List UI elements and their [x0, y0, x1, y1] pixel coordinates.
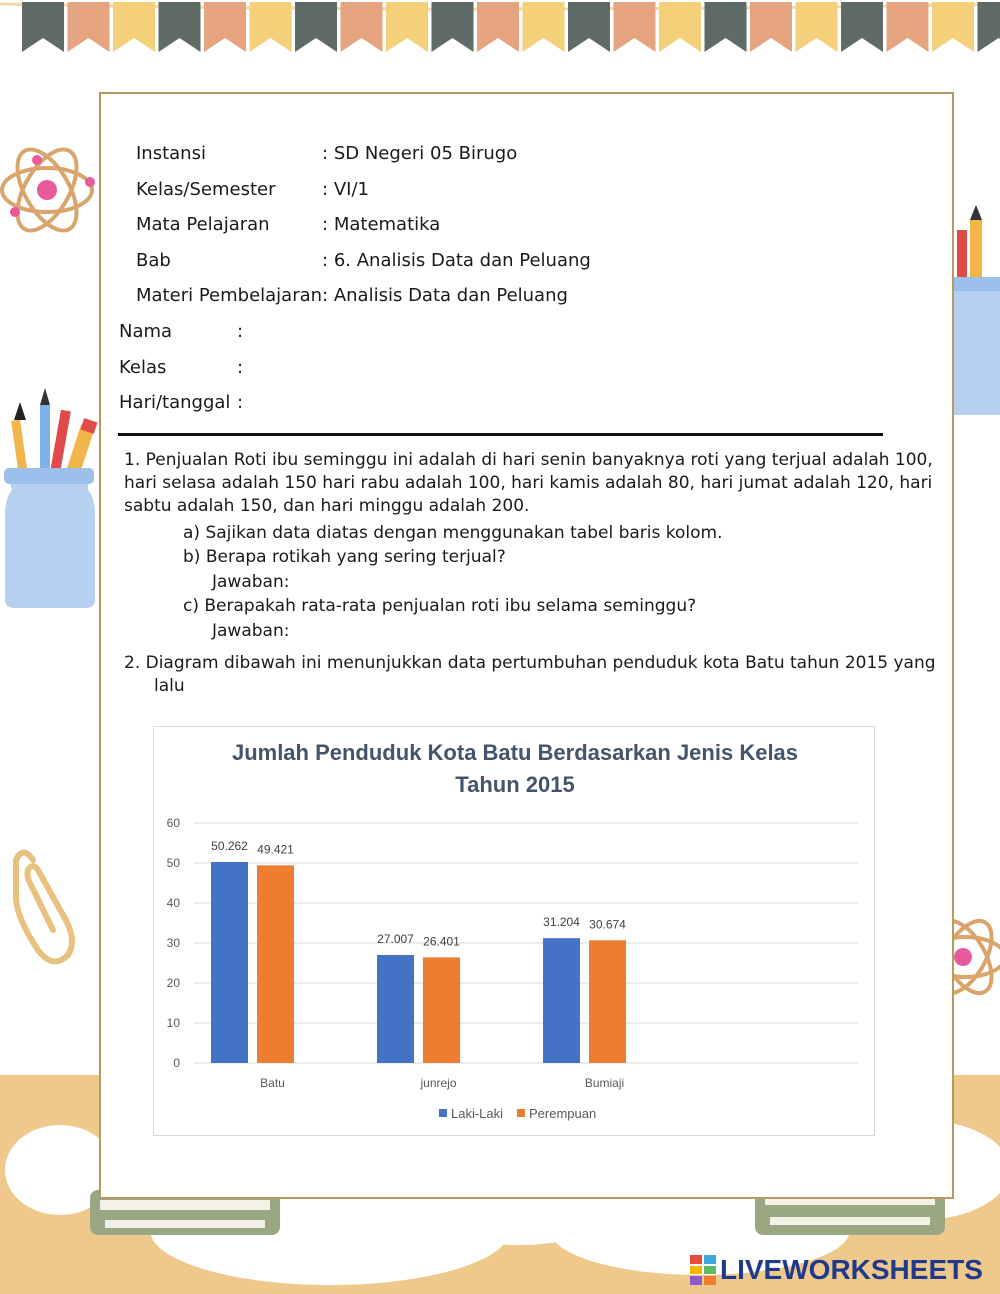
x-tick-label: Batu: [260, 1076, 285, 1090]
bunting-flag: [659, 2, 701, 52]
bunting-flag: [932, 2, 974, 52]
student-row-hari-tanggal: [119, 385, 243, 421]
divider-line: [118, 433, 883, 436]
info-label: Instansi: [136, 143, 206, 165]
y-tick-label: 30: [166, 936, 180, 950]
bunting-flag: [978, 2, 1000, 52]
info-label: Mata Pelajaran: [136, 214, 270, 236]
bunting-flag: [113, 2, 155, 52]
data-label: 27.007: [377, 931, 414, 946]
info-row-kelas-semester: [136, 172, 591, 208]
bunting-flag: [204, 2, 246, 52]
info-row-mata-pelajaran: [136, 207, 591, 243]
info-value: : Matematika: [322, 214, 441, 236]
info-value: : VI/1: [322, 178, 369, 200]
header-info-table: [136, 136, 591, 314]
info-value: : SD Negeri 05 Birugo: [322, 143, 518, 165]
data-label: 30.674: [589, 917, 626, 932]
pencil-jar-icon: [0, 380, 100, 610]
student-row-kelas: [119, 350, 243, 386]
chart-title-line2: Tahun 2015: [455, 772, 575, 797]
bunting-flag: [386, 2, 428, 52]
question-1b: b) Berapa rotikah yang sering terjual?: [183, 547, 506, 567]
bar-laki-laki: [211, 862, 248, 1063]
question-2-text: [124, 652, 944, 698]
info-value: : 6. Analisis Data dan Peluang: [322, 249, 591, 271]
liveworksheets-logo-text: LIVEWORKSHEETS: [720, 1254, 983, 1285]
student-field-hari-tanggal[interactable]: :: [237, 392, 244, 414]
student-label: Nama: [119, 321, 173, 343]
info-label: Materi Pembelajaran: [136, 285, 323, 307]
bunting-flag: [22, 2, 64, 52]
y-tick-label: 50: [166, 856, 180, 870]
question-1a: a) Sajikan data diatas dengan menggunakan tabel baris kolom.: [183, 523, 723, 543]
student-info-table: [119, 314, 243, 421]
population-bar-chart: [153, 726, 875, 1136]
question-1-text: 1. Penjualan Roti ibu seminggu ini adalah di hari senin banyaknya roti yang terjual adalah 100, hari selasa adalah 150 hari rabu adalah 100, hari kamis adalah 80, hari jumat adalah 120, hari sabtu adalah 150, dan hari minggu adalah 200.: [124, 450, 933, 516]
question-1b-answer-label: Jawaban:: [212, 572, 290, 592]
y-tick-label: 20: [166, 976, 180, 990]
bunting-flag: [295, 2, 337, 52]
bunting-flag: [750, 2, 792, 52]
bar-perempuan: [257, 865, 294, 1063]
info-value: : Analisis Data dan Peluang: [322, 285, 568, 307]
worksheet-frame: [99, 92, 954, 1199]
question-2-line1: 2. Diagram dibawah ini menunjukkan data pertumbuhan penduduk kota Batu tahun 2015 yang: [124, 653, 936, 673]
bar-laki-laki: [543, 938, 580, 1063]
bunting-flag: [614, 2, 656, 52]
y-tick-label: 60: [166, 816, 180, 830]
bunting-flag: [705, 2, 747, 52]
question-1c-answer-label: Jawaban:: [212, 621, 290, 641]
y-tick-label: 10: [166, 1016, 180, 1030]
x-tick-label: junrejo: [420, 1076, 457, 1090]
bar-perempuan: [423, 957, 460, 1063]
bunting-flag: [250, 2, 292, 52]
bunting-flag: [341, 2, 383, 52]
question-1c: c) Berapakah rata-rata penjualan roti ibu selama seminggu?: [183, 596, 697, 616]
y-tick-label: 0: [173, 1056, 180, 1070]
bar-perempuan: [589, 940, 626, 1063]
info-row-bab: [136, 243, 591, 279]
liveworksheets-logo-icon: [690, 1255, 716, 1285]
y-tick-label: 40: [166, 896, 180, 910]
bunting-flag: [477, 2, 519, 52]
bunting-flag: [68, 2, 110, 52]
data-label: 31.204: [543, 915, 580, 930]
student-field-nama[interactable]: :: [237, 321, 244, 343]
atom-icon: [0, 130, 100, 250]
data-label: 50.262: [211, 838, 248, 853]
x-tick-label: Bumiaji: [584, 1076, 625, 1090]
bunting-flag: [159, 2, 201, 52]
legend-label: Perempuan: [529, 1106, 597, 1121]
liveworksheets-logo: [690, 1252, 990, 1288]
info-label: Kelas/Semester: [136, 178, 276, 200]
chart-plot: [154, 727, 876, 1137]
bunting-garland-decoration: [0, 0, 1000, 60]
bar-laki-laki: [377, 955, 414, 1063]
bunting-flag: [841, 2, 883, 52]
legend-label: Laki-Laki: [451, 1106, 504, 1121]
legend-swatch: [517, 1109, 525, 1117]
info-row-instansi: [136, 136, 591, 172]
bunting-flag: [432, 2, 474, 52]
student-label: Kelas: [119, 356, 167, 378]
bunting-flag: [796, 2, 838, 52]
info-label: Bab: [136, 249, 171, 271]
data-label: 49.421: [257, 842, 294, 857]
bunting-flag: [887, 2, 929, 52]
info-row-materi: [136, 278, 591, 314]
student-field-kelas[interactable]: :: [237, 356, 244, 378]
chart-title-line1: Jumlah Penduduk Kota Batu Berdasarkan Jenis Kelas: [231, 740, 799, 765]
student-row-nama: [119, 314, 243, 350]
bunting-flag: [568, 2, 610, 52]
student-label: Hari/tanggal: [119, 392, 231, 414]
legend-swatch: [439, 1109, 447, 1117]
bunting-flag: [523, 2, 565, 52]
data-label: 26.401: [423, 934, 460, 949]
question-2-line2: lalu: [154, 676, 185, 696]
paperclip-icon: [8, 840, 88, 970]
